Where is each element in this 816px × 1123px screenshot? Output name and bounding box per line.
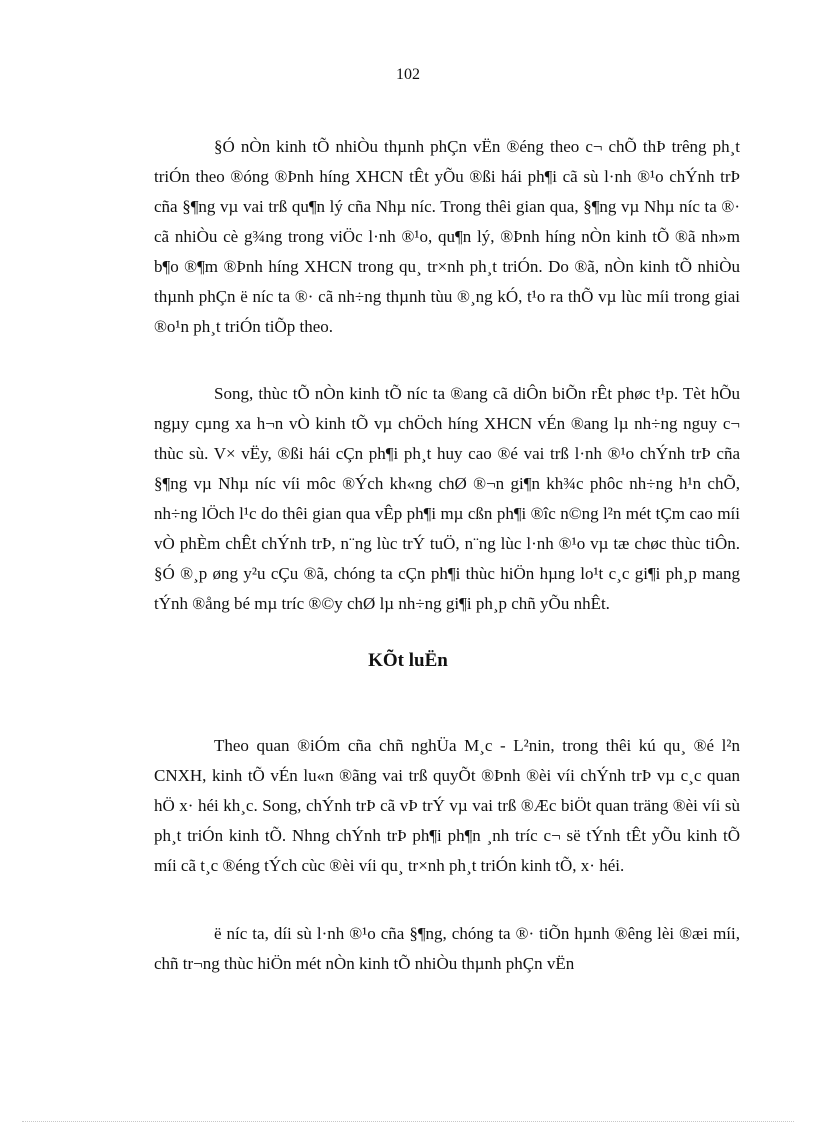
paragraph-3 <box>154 731 740 881</box>
paragraph-text: §Ó nÒn kinh tÕ nhiÒu thµnh phÇn vËn ®éng theo c¬ chÕ thÞ trêng ph¸t triÓn theo ®óng ®Þnh híng XHCN tÊt yÕu ®ßi hái ph¶i cã sù l·nh ®¹o chÝnh trÞ cña §¶ng vµ vai trß qu¶n lý cña Nhµ níc. Trong thêi gian qua, §¶ng vµ Nhµ níc ta ®· cã nhiÒu cè g¾ng trong viÖc l·nh ®¹o, qu¶n lý, ®Þnh híng nÒn kinh tÕ ®ã nh»m b¶o ®¶m ®Þnh híng XHCN trong qu¸ tr×nh ph¸t triÓn. Do ®ã, nÒn kinh tÕ nhiÒu thµnh phÇn ë níc ta ®· cã nh÷ng thµnh tùu ®¸ng kÓ, t¹o ra thÕ vµ lùc míi trong giai ®o¹n ph¸t triÓn tiÕp theo. <box>154 137 740 336</box>
paragraph-1 <box>154 132 740 342</box>
paragraph-4 <box>154 919 740 979</box>
page-number: 102 <box>396 66 420 83</box>
paragraph-text: Theo quan ®iÓm cña chñ nghÜa M¸c - L²nin, trong thêi kú qu¸ ®é l²n CNXH, kinh tÕ vÉn lu«n ®ãng vai trß quyÕt ®Þnh ®èi víi chÝnh trÞ vµ c¸c quan hÖ x· héi kh¸c. Song, chÝnh trÞ cã vÞ trÝ vµ vai trß ®Æc biÖt quan träng ®èi víi sù ph¸t triÓn kinh tÕ. Nhng chÝnh trÞ ph¶i ph¶n ¸nh tríc c¬ së tÝnh tÊt yÕu kinh tÕ míi cã t¸c ®éng tÝch cùc ®èi víi qu¸ tr×nh ph¸t triÓn kinh tÕ, x· héi. <box>154 736 740 875</box>
page-bottom-divider <box>22 1121 794 1122</box>
paragraph-2 <box>154 379 740 619</box>
section-heading: KÕt luËn <box>368 650 448 671</box>
paragraph-text: ë níc ta, díi sù l·nh ®¹o cña §¶ng, chóng ta ®· tiÕn hµnh ®êng lèi ®æi míi, chñ tr¬ng thùc hiÖn mét nÒn kinh tÕ nhiÒu thµnh phÇn vËn <box>154 924 740 973</box>
paragraph-text: Song, thùc tÕ nÒn kinh tÕ níc ta ®ang cã diÔn biÕn rÊt phøc t¹p. Tèt hÕu ngµy cµng xa h¬n vÒ kinh tÕ vµ chÖch híng XHCN vÉn ®ang lµ nh÷ng nguy c¬ thùc sù. V× vËy, ®ßi hái cÇn ph¶i ph¸t huy cao ®é vai trß l·nh ®¹o chÝnh trÞ cña §¶ng vµ Nhµ níc víi môc ®Ých kh«ng chØ ®¬n gi¶n kh¾c phôc nh÷ng h¹n chÕ, nh÷ng lÖch l¹c do thêi gian qua vÊp ph¶i mµ cßn ph¶i ®îc n©ng l²n mét tÇm cao míi vÒ phÈm chÊt chÝnh trÞ, n¨ng lùc trÝ tuÖ, n¨ng lùc l·nh ®¹o vµ tæ chøc thùc tiÔn. §Ó ®¸p øng y²u cÇu ®ã, chóng ta cÇn ph¶i thùc hiÖn hµng lo¹t c¸c gi¶i ph¸p mang tÝnh ®ång bé mµ tríc ®©y chØ lµ nh÷ng gi¶i ph¸p chñ yÕu nhÊt. <box>154 384 740 613</box>
